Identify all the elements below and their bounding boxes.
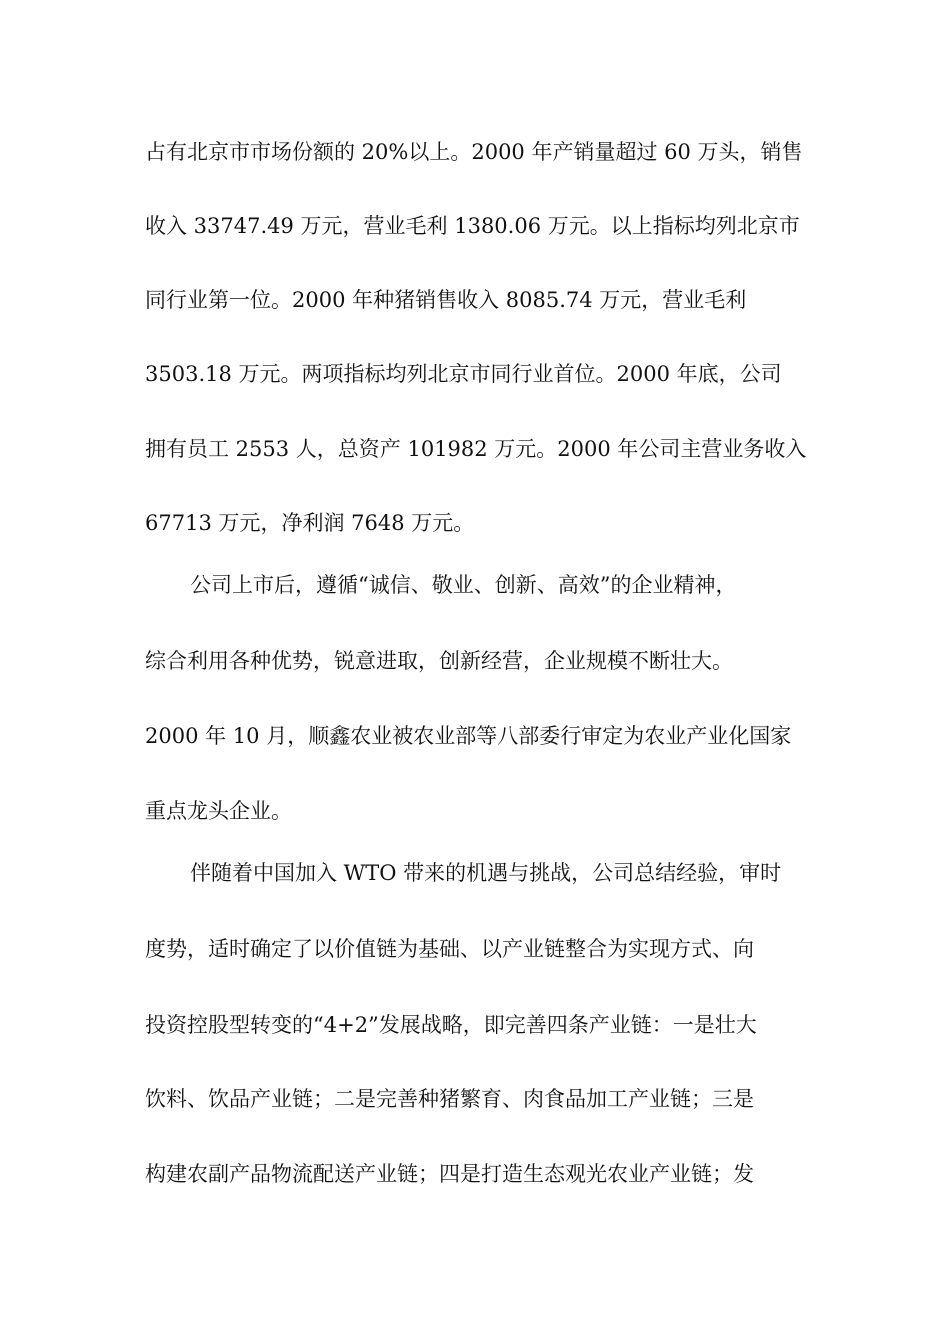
text-line-9: 2000 年 10 月，顺鑫农业被农业部等八部委行审定为农业产业化国家 <box>145 724 792 748</box>
text-line-10: 重点龙头企业。 <box>145 799 292 823</box>
text-line-12: 度势，适时确定了以价值链为基础、以产业链整合为实现方式、向 <box>145 937 754 961</box>
text-line-3: 同行业第一位。2000 年种猪销售收入 8085.74 万元，营业毛利 <box>145 288 747 312</box>
text-line-13: 投资控股型转变的“4+2”发展战略，即完善四条产业链：一是壮大 <box>145 1013 757 1037</box>
text-line-15: 构建农副产品物流配送产业链；四是打造生态观光农业产业链；发 <box>145 1162 754 1186</box>
text-line-14: 饮料、饮品产业链；二是完善种猪繁育、肉食品加工产业链；三是 <box>145 1087 754 1111</box>
text-line-6: 67713 万元，净利润 7648 万元。 <box>145 511 475 535</box>
text-line-5: 拥有员工 2553 人，总资产 101982 万元。2000 年公司主营业务收入 <box>145 437 807 461</box>
text-line-7: 公司上市后，遵循“诚信、敬业、创新、高效”的企业精神， <box>190 573 737 597</box>
text-line-1: 占有北京市市场份额的 20%以上。2000 年产销量超过 60 万头，销售 <box>145 140 803 164</box>
text-line-8: 综合利用各种优势，锐意进取，创新经营，企业规模不断壮大。 <box>145 649 733 673</box>
text-line-11: 伴随着中国加入 WTO 带来的机遇与挑战，公司总结经验，审时 <box>190 861 782 885</box>
text-line-2: 收入 33747.49 万元，营业毛利 1380.06 万元。以上指标均列北京市 <box>145 214 800 238</box>
text-line-4: 3503.18 万元。两项指标均列北京市同行业首位。2000 年底，公司 <box>145 362 782 386</box>
